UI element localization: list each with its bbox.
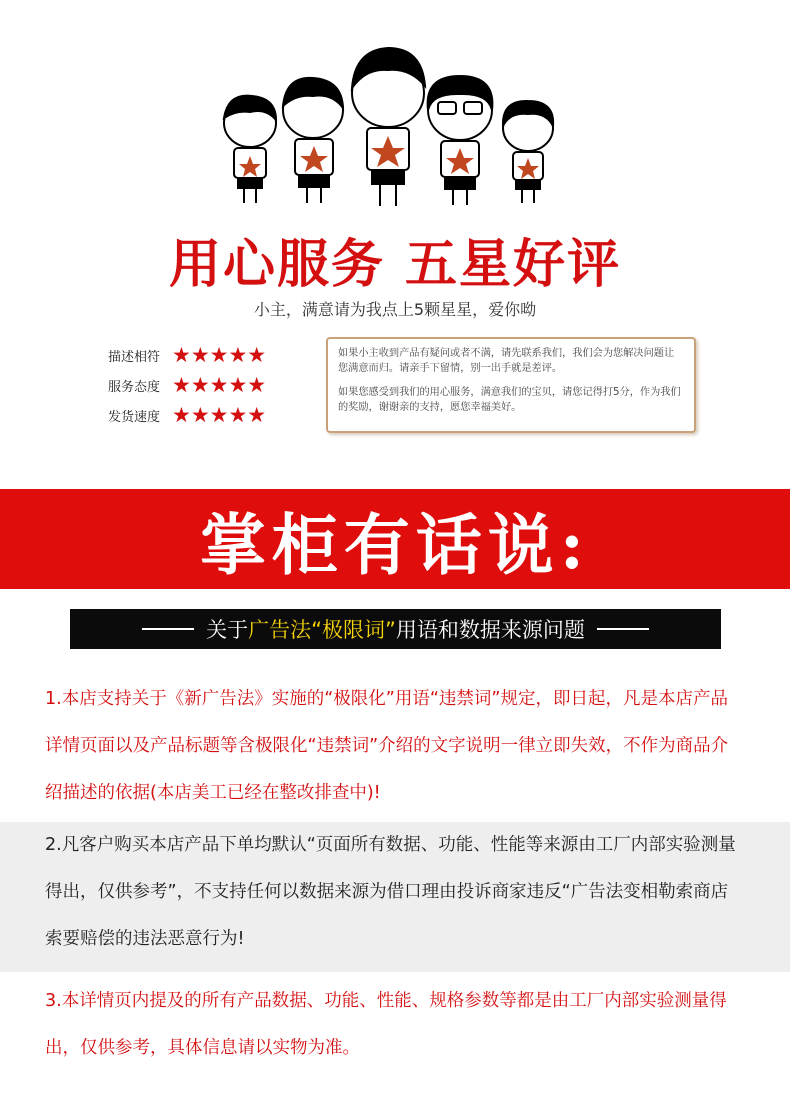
kid-4 <box>428 76 493 205</box>
notice-section-2 <box>0 822 790 972</box>
topic-suffix: 用语和数据来源问题 <box>395 618 585 642</box>
kid-3 <box>352 48 425 206</box>
topic-prefix: 关于 <box>206 618 249 642</box>
notice-section-1 <box>0 676 790 816</box>
note-card <box>326 337 696 433</box>
shopkeeper-banner <box>0 489 790 589</box>
notice-text-1: 1.本店支持关于《新广告法》实施的“极限化”用语“违禁词”规定，即日起，凡是本店产品详情页面以及产品标题等含极限化“违禁词”介绍的文字说明一律立即失效，不作为商品介绍描述的依据(本店美工已经在整改排查中)! <box>45 689 729 803</box>
star-rating-icons: ★★★★★ <box>172 342 267 367</box>
rating-row <box>108 340 308 370</box>
notice-text-3: 3.本详情页内提及的所有产品数据、功能、性能、规格参数等都是由工厂内部实验测量得出，仅供参考，具体信息请以实物为准。 <box>45 991 727 1058</box>
banner-title: 掌柜有话说: <box>199 505 591 584</box>
subline-rate-request: 小主，满意请为我点上5颗星星，爱你呦 <box>253 300 537 319</box>
headline-five-star: 用心服务 五星好评 <box>168 234 622 295</box>
note-paragraph-1: 如果小主收到产品有疑问或者不满，请先联系我们，我们会为您解决问题让您满意而归。请亲手下留情，别一出手就是差评。 <box>338 348 675 374</box>
cartoon-kids-illustration <box>210 38 570 213</box>
star-rating-icons: ★★★★★ <box>172 372 267 397</box>
rating-row <box>108 400 308 430</box>
rating-row <box>108 370 308 400</box>
kid-5 <box>503 101 553 203</box>
dash-divider <box>142 628 194 630</box>
star-rating-icons: ★★★★★ <box>172 402 267 427</box>
topic-highlight: 广告法“极限词” <box>248 618 396 642</box>
rating-label: 服务态度 <box>108 379 161 395</box>
dash-divider <box>597 628 649 630</box>
note-paragraph-2: 如果您感受到我们的用心服务，满意我们的宝贝，请您记得打5分，作为我们的奖励，谢谢亲的支持，愿您幸福美好。 <box>338 387 681 413</box>
notice-section-3 <box>0 978 790 1078</box>
notice-text-2: 2.凡客户购买本店产品下单均默认“页面所有数据、功能、性能等来源由工厂内部实验测量得出，仅供参考”，不支持任何以数据来源为借口理由投诉商家违反“广告法变相勒索商店索要赔偿的违法恶意行为! <box>45 835 736 949</box>
rating-label: 描述相符 <box>108 349 161 365</box>
kid-2 <box>283 78 343 203</box>
topic-bar <box>70 609 721 649</box>
rating-label: 发货速度 <box>108 409 161 425</box>
ratings-list <box>108 340 308 430</box>
kid-1 <box>224 96 276 203</box>
